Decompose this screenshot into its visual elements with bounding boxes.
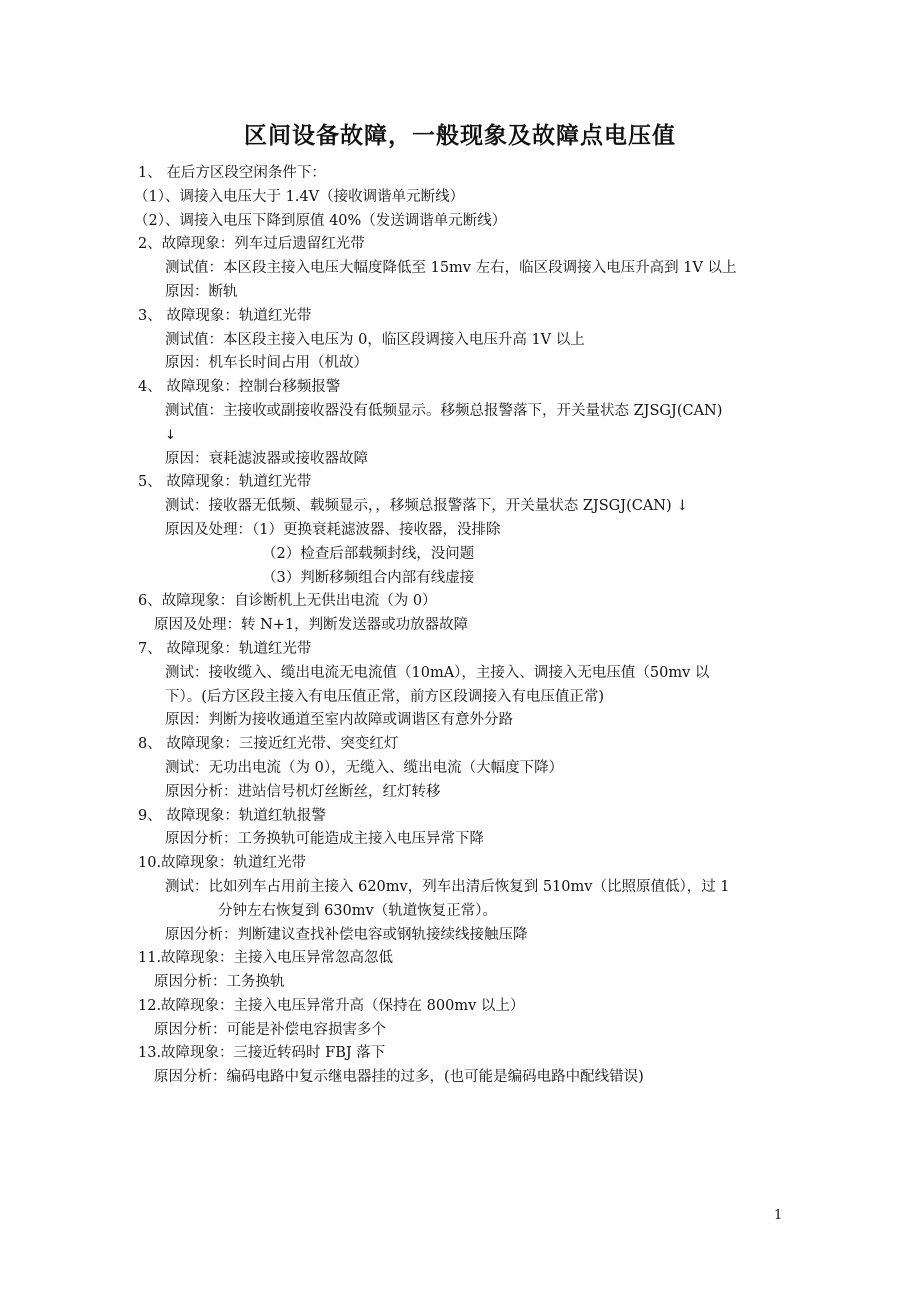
- item-2-test: 测试值：本区段主接入电压大幅度降低至 15mv 左右，临区段调接入电压升高到 1V 以上: [165, 260, 737, 277]
- item-10-cause: 原因分析：判断建议查找补偿电容或钢轨接续线接触压降: [165, 926, 528, 943]
- item-13-cause: 原因分析：编码电路中复示继电器挂的过多，(也可能是编码电路中配线错误): [154, 1069, 644, 1086]
- item-4-heading: 4、 故障现象：控制台移频报警: [138, 379, 341, 396]
- item-4-test: 测试值：主接收或副接收器没有低频显示。移频总报警落下，开关量状态 ZJSGJ(CAN): [165, 402, 723, 419]
- item-13-heading: 13.故障现象：三接近转码时 FBJ 落下: [138, 1045, 386, 1062]
- item-5-handling-2: （2）检查后部载频封线，没问题: [262, 545, 475, 562]
- item-10-heading: 10.故障现象：轨道红光带: [138, 855, 307, 872]
- document-body: [134, 162, 798, 1090]
- item-7-heading: 7、 故障现象：轨道红光带: [138, 640, 312, 657]
- item-12-cause: 原因分析：可能是补偿电容损害多个: [154, 1021, 386, 1038]
- item-9-heading: 9、 故障现象：轨道红轨报警: [138, 807, 326, 824]
- item-7-cause: 原因：判断为接收通道至室内故障或调谐区有意外分路: [165, 712, 513, 729]
- item-1-heading: 1、 在后方区段空闲条件下：: [138, 165, 326, 181]
- item-1-sub-2: （2）、调接入电压下降到原值 40%（发送调谐单元断线）: [134, 212, 507, 229]
- item-7-test-2: 下）。(后方区段主接入有电压值正常，前方区段调接入有电压值正常): [165, 688, 605, 705]
- item-6-handling: 原因及处理：转 N+1，判断发送器或功放器故障: [154, 617, 469, 634]
- item-10-test-1: 测试：比如列车占用前主接入 620mv，列车出清后恢复到 510mv（比照原值低），过 1: [165, 878, 730, 895]
- item-2-cause: 原因：断轨: [165, 283, 238, 300]
- down-arrow-icon: ↓: [165, 427, 176, 443]
- item-8-heading: 8、 故障现象：三接近红光带、突变红灯: [138, 736, 399, 753]
- item-5-handling-3: （3）判断移频组合内部有线虚接: [262, 569, 475, 586]
- item-4-cause: 原因：衰耗滤波器或接收器故障: [165, 450, 368, 467]
- item-1-sub-1: （1）、调接入电压大于 1.4V（接收调谐单元断线）: [134, 188, 465, 205]
- item-9-cause: 原因分析：工务换轨可能造成主接入电压异常下降: [165, 831, 484, 848]
- item-6-heading: 6、故障现象：自诊断机上无供出电流（为 0）: [138, 593, 437, 610]
- item-8-cause: 原因分析：进站信号机灯丝断丝，红灯转移: [165, 783, 441, 800]
- item-7-test-1: 测试：接收缆入、缆出电流无电流值（10mA），主接入、调接入无电压值（50mv 以: [165, 664, 710, 681]
- item-3-heading: 3、 故障现象：轨道红光带: [138, 307, 312, 324]
- item-5-handling-1: 原因及处理：（1）更换衰耗滤波器、接收器，没排除: [165, 521, 501, 538]
- item-11-cause: 原因分析：工务换轨: [154, 974, 285, 991]
- item-5-heading: 5、 故障现象：轨道红光带: [138, 474, 312, 491]
- item-10-test-2: 分钟左右恢复到 630mv（轨道恢复正常）。: [218, 902, 497, 919]
- item-12-heading: 12.故障现象：主接入电压异常升高（保持在 800mv 以上）: [138, 997, 525, 1014]
- item-5-test: 测试：接收器无低频、载频显示，，移频总报警落下，开关量状态 ZJSGJ(CAN) ↓: [165, 498, 689, 515]
- item-3-cause: 原因：机车长时间占用（机故）: [165, 355, 368, 372]
- document-title: 区间设备故障，一般现象及故障点电压值: [244, 122, 676, 149]
- item-11-heading: 11.故障现象：主接入电压异常忽高忽低: [138, 950, 394, 967]
- item-2-heading: 2、故障现象：列车过后遗留红光带: [138, 236, 365, 253]
- item-8-test: 测试：无功出电流（为 0），无缆入、缆出电流（大幅度下降）: [165, 759, 564, 776]
- item-3-test: 测试值：本区段主接入电压为 0，临区段调接入电压升高 1V 以上: [165, 331, 585, 348]
- page-number: 1: [774, 1208, 783, 1223]
